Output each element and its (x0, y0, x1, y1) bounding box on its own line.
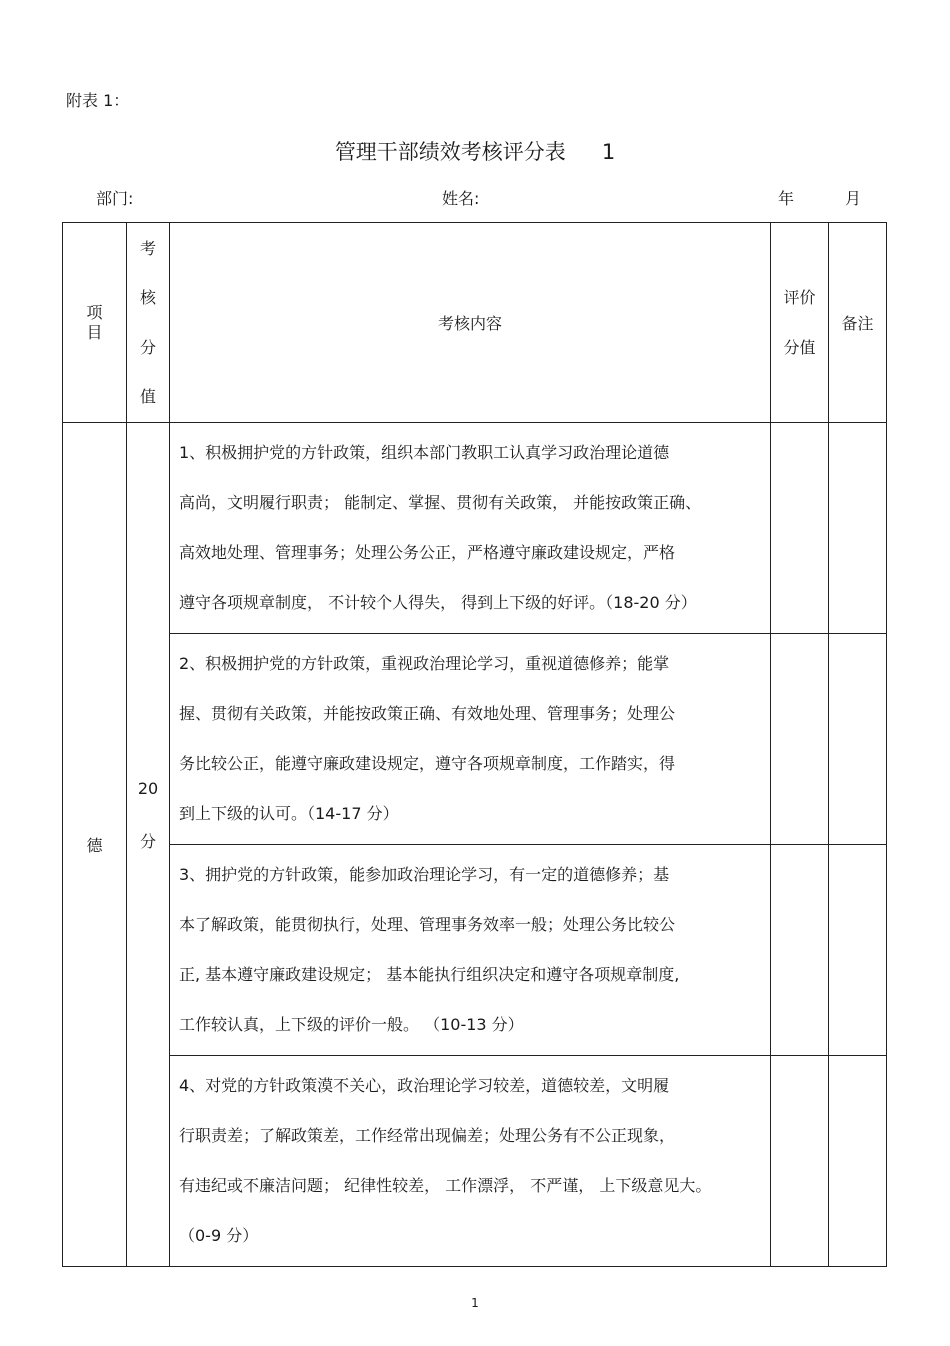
criterion-1 (170, 423, 771, 634)
criterion-3-line-4: 工作较认真，上下级的评价一般。 （10-13 分） (179, 1015, 524, 1034)
criterion-row (63, 1056, 887, 1267)
page-title (0, 136, 950, 166)
criterion-4-line-1: 4、对党的方针政策漠不关心，政治理论学习较差，道德较差，文明履 (179, 1076, 670, 1095)
criterion-3-line-1: 3、拥护党的方针政策，能参加政治理论学习，有一定的道德修养；基 (179, 865, 670, 884)
criterion-4-line-2: 行职责差；了解政策差，工作经常出现偏差；处理公务有不公正现象， (179, 1126, 676, 1145)
remarks-cell-4[interactable] (829, 1056, 887, 1267)
header-evaluation (771, 223, 829, 423)
evaluation-cell-2[interactable] (771, 634, 829, 845)
score-value: 20 (137, 779, 159, 798)
header-score-char-1: 考 (139, 238, 156, 258)
score-value-cell (127, 423, 170, 1267)
criterion-row (63, 423, 887, 634)
year-label: 年 (778, 189, 795, 208)
remarks-cell-3[interactable] (829, 845, 887, 1056)
title-text: 管理干部绩效考核评分表 (334, 140, 566, 164)
header-score-char-3: 分 (139, 337, 156, 357)
evaluation-cell-1[interactable] (771, 423, 829, 634)
header-item (63, 223, 127, 423)
header-content: 考核内容 (170, 223, 771, 423)
page-number: 1 (471, 1296, 479, 1310)
criterion-3 (170, 845, 771, 1056)
evaluation-cell-3[interactable] (771, 845, 829, 1056)
category-cell: 德 (63, 423, 127, 1267)
remarks-cell-1[interactable] (829, 423, 887, 634)
attachment-label: 附表 1： (66, 91, 130, 110)
criterion-1-line-1: 1、积极拥护党的方针政策，组织本部门教职工认真学习政治理论道德 (179, 443, 670, 462)
score-unit: 分 (139, 832, 156, 851)
criterion-3-line-3: 正, 基本遵守廉政建设规定； 基本能执行组织决定和遵守各项规章制度, (179, 965, 680, 984)
assessment-table (62, 222, 887, 1267)
criterion-4-line-4: （0-9 分） (179, 1226, 259, 1245)
header-score-char-2: 核 (139, 288, 156, 307)
header-evaluation-line-2: 分值 (783, 337, 816, 357)
header-remarks: 备注 (829, 223, 887, 423)
criterion-2 (170, 634, 771, 845)
title-number: 1 (601, 140, 616, 164)
criterion-1-line-2: 高尚，文明履行职责； 能制定、掌握、贯彻有关政策， 并能按政策正确、 (179, 493, 702, 512)
header-item-char-2: 目 (86, 322, 103, 342)
criterion-3-line-2: 本了解政策，能贯彻执行，处理、管理事务效率一般；处理公务比较公 (179, 915, 676, 934)
criterion-1-line-4: 遵守各项规章制度， 不计较个人得失， 得到上下级的好评。（18-20 分） (179, 593, 697, 612)
header-item-char-1: 项 (86, 302, 103, 322)
criterion-row (63, 845, 887, 1056)
month-label: 月 (845, 189, 862, 208)
name-label: 姓名: (442, 189, 480, 208)
criterion-4 (170, 1056, 771, 1267)
criterion-2-line-1: 2、积极拥护党的方针政策，重视政治理论学习，重视道德修养；能掌 (179, 654, 670, 673)
header-evaluation-line-1: 评价 (783, 287, 816, 307)
criterion-2-line-2: 握、贯彻有关政策，并能按政策正确、有效地处理、管理事务；处理公 (179, 704, 676, 723)
criterion-1-line-3: 高效地处理、管理事务；处理公务公正，严格遵守廉政建设规定，严格 (179, 543, 676, 562)
header-score (127, 223, 170, 423)
criterion-row (63, 634, 887, 845)
criterion-4-line-3: 有违纪或不廉洁问题； 纪律性较差， 工作漂浮， 不严谨， 上下级意见大。 (179, 1176, 712, 1195)
evaluation-cell-4[interactable] (771, 1056, 829, 1267)
criterion-2-line-3: 务比较公正，能遵守廉政建设规定，遵守各项规章制度，工作踏实，得 (179, 754, 676, 773)
criterion-2-line-4: 到上下级的认可。（14-17 分） (179, 804, 399, 823)
table-header-row (63, 223, 887, 423)
remarks-cell-2[interactable] (829, 634, 887, 845)
department-label: 部门: (96, 189, 134, 208)
header-score-char-4: 值 (139, 387, 156, 406)
